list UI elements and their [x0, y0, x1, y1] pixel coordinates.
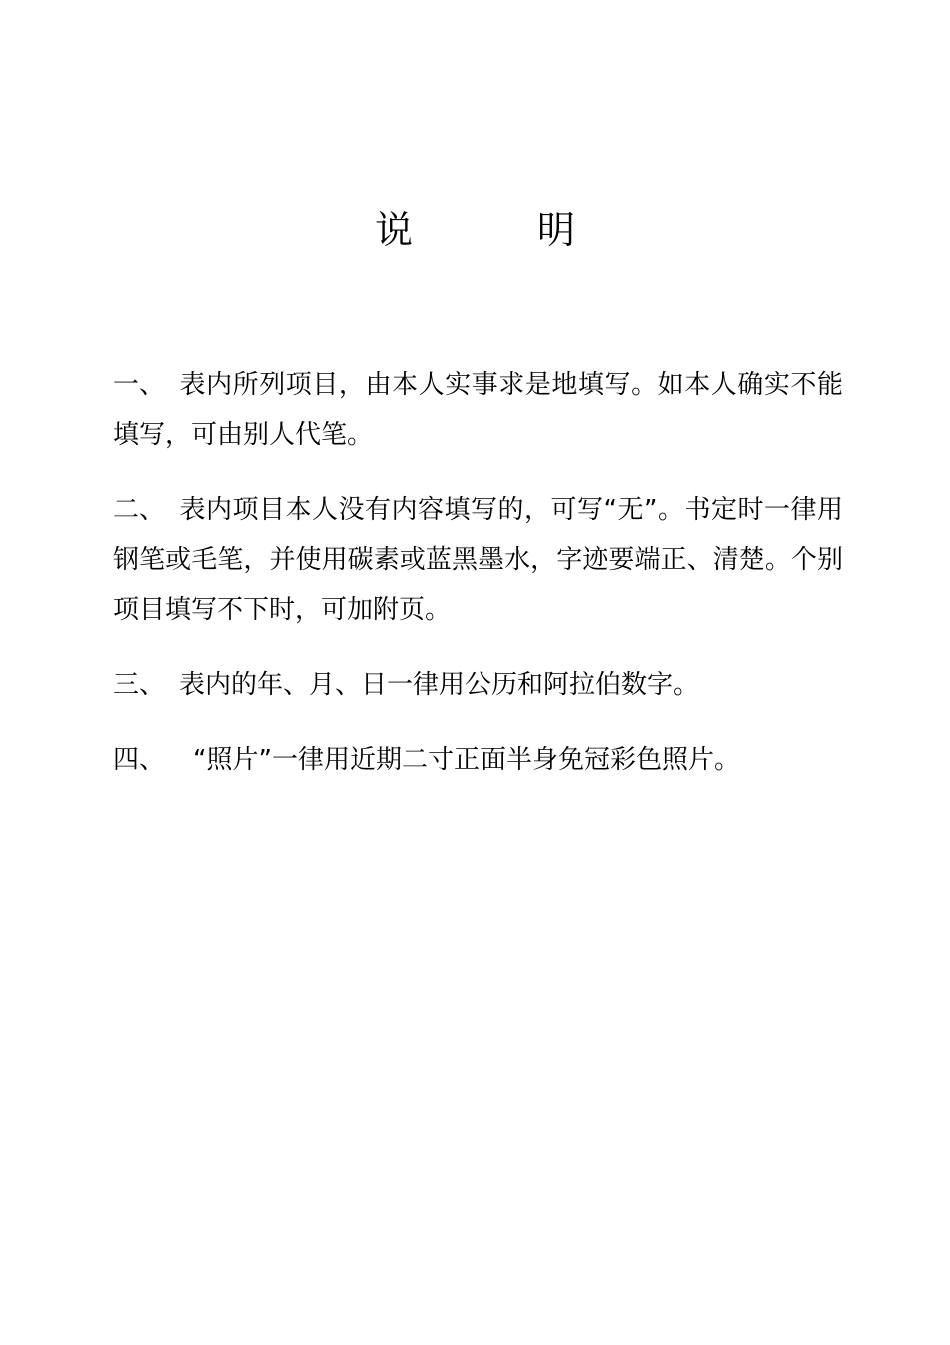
item-number: 三、	[113, 670, 166, 700]
item-text: “照片”一律用近期二寸正面半身免冠彩色照片。	[193, 745, 740, 775]
item-text: 表内所列项目，由本人实事求是地填写。如本人确实不能填写，可由别人代笔。	[113, 370, 843, 450]
title-char-1: 说	[374, 208, 413, 252]
instructions-list	[113, 360, 843, 810]
item-text: 表内的年、月、日一律用公历和阿拉伯数字。	[179, 670, 700, 700]
instruction-item-2	[113, 485, 843, 635]
instruction-item-1	[113, 360, 843, 460]
item-number: 一、	[113, 370, 166, 400]
item-number: 四、	[113, 745, 166, 775]
instruction-item-4	[113, 735, 843, 785]
instruction-item-3	[113, 660, 843, 710]
item-text: 表内项目本人没有内容填写的，可写“无”。书定时一律用钢笔或毛笔，并使用碳素或蓝黑墨水，字迹要端正、清楚。个别项目填写不下时，可加附页。	[113, 495, 843, 625]
item-number: 二、	[113, 495, 166, 525]
page-title	[0, 202, 950, 258]
title-char-2: 明	[537, 208, 576, 252]
